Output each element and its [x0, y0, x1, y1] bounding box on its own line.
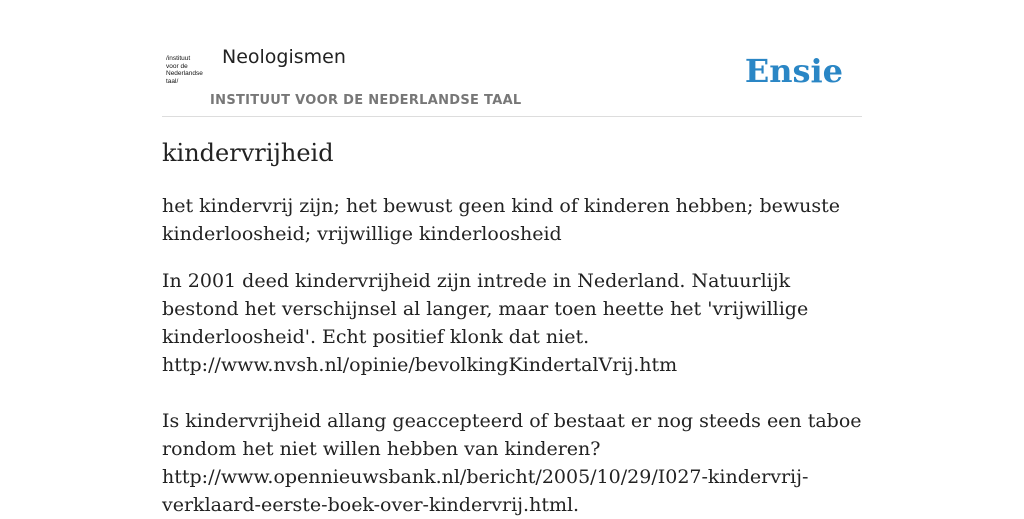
citation-text: Is kindervrijheid allang geaccepteerd of bestaat er nog steeds een taboe rondom het niet willen hebben van kinderen? — [162, 410, 862, 460]
logo-line: taal/ — [166, 77, 179, 85]
entry-lemma: kindervrijheid — [162, 139, 334, 167]
citation-source: http://www.nvsh.nl/opinie/bevolkingKindertalVrij.htm — [162, 354, 678, 376]
institute-name: INSTITUUT VOOR DE NEDERLANDSE TAAL — [210, 93, 522, 108]
dictionary-title[interactable]: Neologismen — [222, 46, 346, 68]
citation-text: In 2001 deed kindervrijheid zijn intrede in Nederland. Natuurlijk bestond het verschijnsel al langer, maar toen heette het 'vrijwillige kinderloosheid'. Echt positief klonk dat niet. — [162, 270, 809, 348]
logo-line: voor de — [166, 62, 188, 70]
logo-line: /instituut — [166, 55, 191, 62]
citation-source: http://www.opennieuwsbank.nl/bericht/2005/10/29/I027-kindervrij-verklaard-eerste-boek-over-kindervrij.html. — [162, 466, 809, 516]
site-header — [162, 40, 862, 117]
citations — [162, 267, 862, 519]
ivdnt-logo[interactable] — [166, 55, 210, 85]
citation — [162, 267, 862, 379]
logo-line: Nederlandse — [166, 70, 203, 78]
ensie-logo[interactable]: Ensie — [744, 52, 843, 90]
citation — [162, 407, 862, 519]
entry-definition: het kindervrij zijn; het bewust geen kind of kinderen hebben; bewuste kinderloosheid; vrijwillige kinderloosheid — [162, 195, 841, 245]
